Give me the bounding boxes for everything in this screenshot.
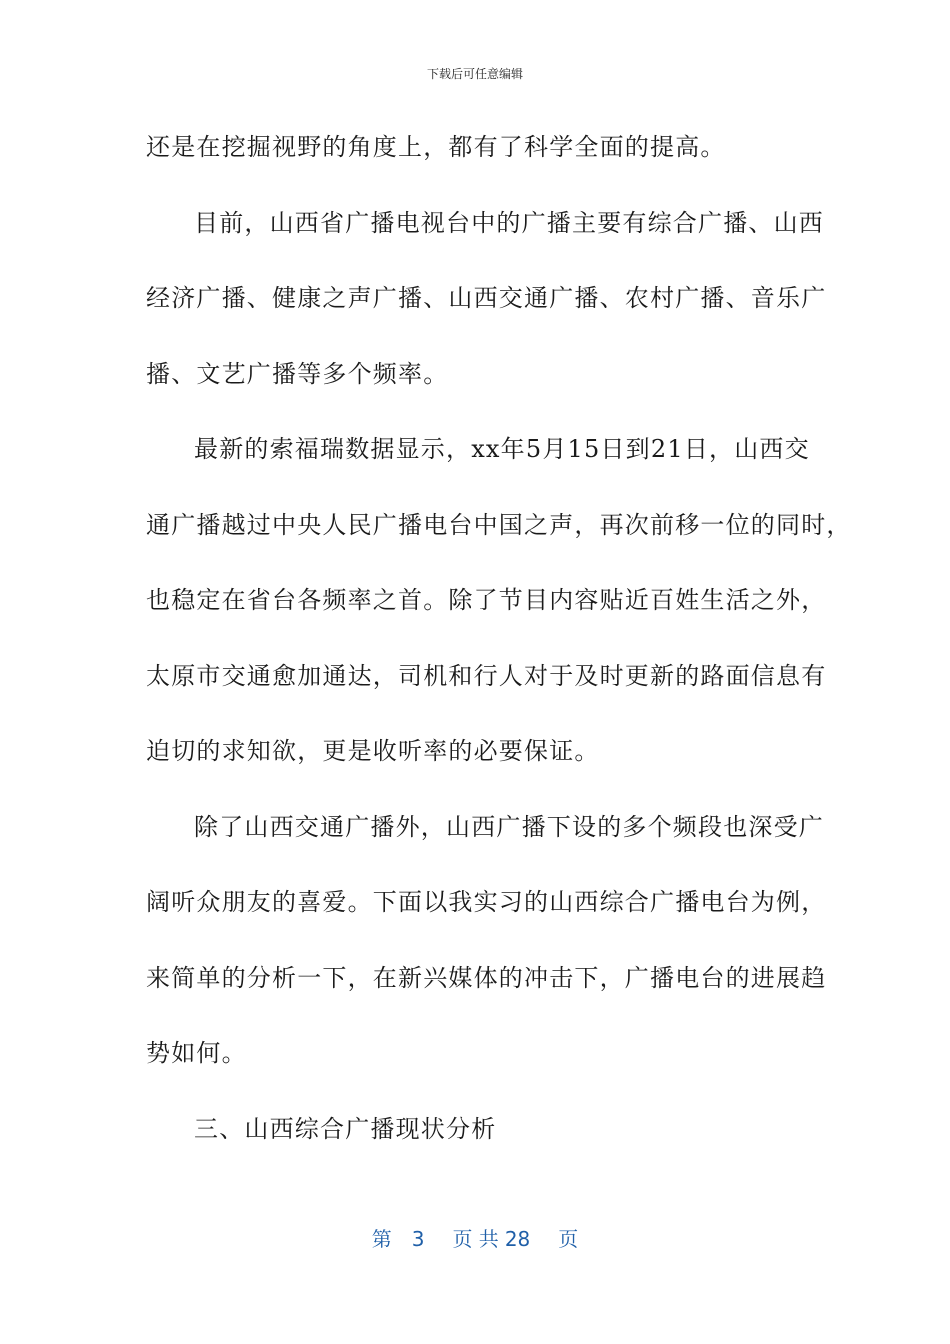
document-body (146, 120, 852, 1177)
text-line: 经济广播、健康之声广播、山西交通广播、农村广播、音乐广 (146, 284, 827, 312)
section-heading: 三、山西综合广播现状分析 (194, 1114, 497, 1143)
text-line: 也稳定在省台各频率之首。除了节目内容贴近百姓生活之外， (146, 586, 827, 614)
text-line: 目前，山西省广播电视台中的广播主要有综合广播、山西 (194, 208, 824, 237)
text-line: 除了山西交通广播外，山西广播下设的多个频段也深受广 (194, 812, 824, 841)
current-page-number: 3 (411, 1227, 425, 1251)
text-line: 播、文艺广播等多个频率。 (146, 359, 449, 388)
text-line: 阔听众朋友的喜爱。下面以我实习的山西综合广播电台为例， (146, 888, 827, 916)
page-header-note: 下载后可任意编辑 (426, 67, 523, 81)
text-line: 来简单的分析一下，在新兴媒体的冲击下，广播电台的进展趋 (146, 963, 827, 992)
total-pages-number: 28 (504, 1227, 531, 1251)
footer-prefix: 第 (371, 1227, 392, 1251)
page-number-footer (0, 1226, 950, 1252)
footer-suffix: 页 (558, 1227, 579, 1251)
text-line: 最新的索福瑞数据显示，xx年5月15日到21日，山西交 (194, 435, 810, 463)
text-line: 势如何。 (146, 1039, 247, 1067)
text-line: 还是在挖掘视野的角度上，都有了科学全面的提高。 (146, 133, 726, 161)
text-line: 迫切的求知欲，更是收听率的必要保证。 (146, 737, 600, 765)
text-line: 太原市交通愈加通达，司机和行人对于及时更新的路面信息有 (146, 661, 827, 690)
footer-middle: 页 共 (452, 1227, 499, 1251)
text-line: 通广播越过中央人民广播电台中国之声，再次前移一位的同时， (146, 510, 852, 539)
